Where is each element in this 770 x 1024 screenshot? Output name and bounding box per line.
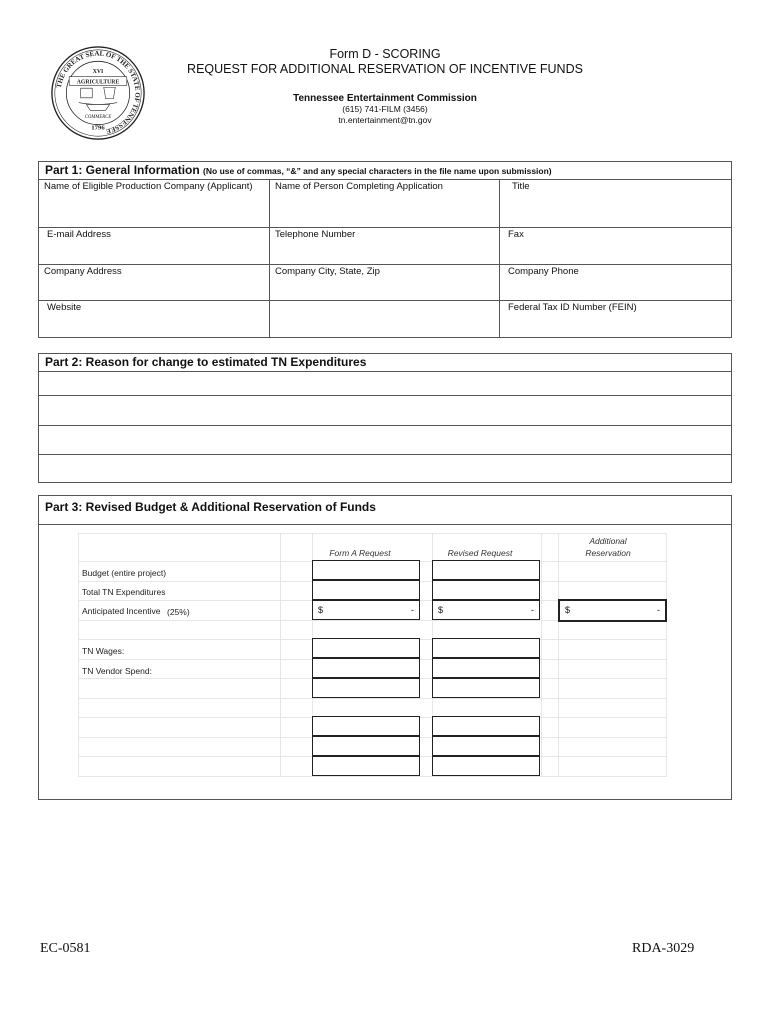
company-phone-field[interactable] [500,264,731,300]
person-completing-label: Name of Person Completing Application [275,181,443,192]
form-subtitle: REQUEST FOR ADDITIONAL RESERVATION OF INCENTIVE FUNDS [187,62,583,76]
svg-text:COMMERCE: COMMERCE [84,114,112,120]
col-reservation-label: Reservation [585,548,631,558]
form-a-wages-input[interactable] [312,638,420,658]
grid-line [666,533,667,777]
company-address-field[interactable] [39,264,270,300]
grid-line [78,533,79,777]
row-total-tn-label: Total TN Expenditures [82,587,166,597]
grid-line [78,533,667,534]
currency-symbol: $ [565,605,571,615]
row-anticipated-pct: (25%) [167,607,190,617]
currency-symbol: $ [318,605,324,615]
form-a-anticipated-input[interactable] [312,600,420,620]
agency-email[interactable]: tn.entertainment@tn.gov [338,115,432,125]
form-a-extra-input[interactable] [312,678,420,698]
company-city-state-zip-field[interactable] [270,264,500,300]
fein-label: Federal Tax ID Number (FEIN) [508,302,637,313]
row-budget-label: Budget (entire project) [82,568,167,578]
amount-dash: - [531,605,534,615]
telephone-number-field[interactable] [270,227,500,264]
part1-row-4 [39,300,731,337]
revised-anticipated-input[interactable] [432,600,540,620]
grid-line [78,776,667,777]
revised-total-tn-input[interactable] [432,580,540,600]
revised-extra-input[interactable] [432,716,540,736]
row-anticipated-label: Anticipated Incentive [82,606,161,616]
currency-symbol: $ [438,605,444,615]
revised-extra-input[interactable] [432,736,540,756]
grid-line [558,533,559,777]
grid-line [280,533,281,777]
svg-text:1796: 1796 [91,124,105,132]
fax-label: Fax [508,229,524,240]
col-form-a-request: Form A Request [329,548,391,558]
grid-line [78,698,667,699]
telephone-number-label: Telephone Number [275,229,356,240]
part2-title: Part 2: Reason for change to estimated TN Expenditures [39,354,731,372]
website-label: Website [47,302,82,313]
revised-budget-input[interactable] [432,560,540,580]
email-address-field[interactable] [39,227,270,264]
part1-title: Part 1: General Information [45,163,200,177]
form-title: Form D - SCORING [329,47,441,61]
part2-reason-for-change [38,353,732,483]
part1-heading [39,162,731,180]
part1-note: (No use of commas, “&” and any special characters in the file name upon submission) [203,166,552,176]
svg-text:AGRICULTURE: AGRICULTURE [76,79,120,86]
grid-line [541,533,542,777]
company-phone-label: Company Phone [508,266,579,277]
company-name-field[interactable] [39,179,270,227]
company-name-label: Name of Eligible Production Company (Applicant) [44,181,253,192]
revised-wages-input[interactable] [432,638,540,658]
revised-extra-input[interactable] [432,756,540,776]
part3-title: Part 3: Revised Budget & Additional Reservation of Funds [39,496,731,525]
form-a-total-tn-input[interactable] [312,580,420,600]
agency-name: Tennessee Entertainment Commission [293,93,477,104]
part1-row-2 [39,227,731,265]
fax-field[interactable] [500,227,731,264]
row-tn-wages-label: TN Wages: [82,646,125,656]
reason-line-1[interactable] [39,372,731,395]
revised-extra-input[interactable] [432,678,540,698]
amount-dash: - [411,605,414,615]
company-address-label: Company Address [44,266,122,277]
person-completing-field[interactable] [270,179,500,227]
svg-text:XVI: XVI [92,68,104,75]
form-a-budget-input[interactable] [312,560,420,580]
part1-general-information [38,161,732,338]
svg-text:THE GREAT SEAL OF THE STATE OF: THE GREAT SEAL OF THE STATE OF TENNESSEE [55,50,141,135]
website-field[interactable] [39,300,270,337]
email-address-label: E-mail Address [47,229,111,240]
title-label: Title [512,181,530,192]
additional-reservation-input[interactable] [558,599,667,622]
form-a-extra-input[interactable] [312,756,420,776]
part1-row-3 [39,264,731,301]
agency-phone: (615) 741-FILM (3456) [342,104,428,114]
row-tn-vendor-label: TN Vendor Spend: [82,666,152,676]
footer-form-code: EC-0581 [40,941,91,956]
revised-vendor-input[interactable] [432,658,540,678]
reason-line-3[interactable] [39,426,731,454]
title-field[interactable] [500,179,731,227]
part1-row-1 [39,179,731,228]
form-a-vendor-input[interactable] [312,658,420,678]
fein-field[interactable] [500,300,731,337]
form-a-extra-input[interactable] [312,736,420,756]
reason-line-2[interactable] [39,396,731,425]
blank-field[interactable] [270,300,500,337]
form-a-extra-input[interactable] [312,716,420,736]
col-revised-request: Revised Request [447,548,513,558]
col-additional-label: Additional [589,536,627,546]
amount-dash: - [657,605,660,615]
reason-line-4[interactable] [39,455,731,482]
company-city-state-zip-label: Company City, State, Zip [275,266,380,277]
footer-rda-code: RDA-3029 [632,941,695,956]
